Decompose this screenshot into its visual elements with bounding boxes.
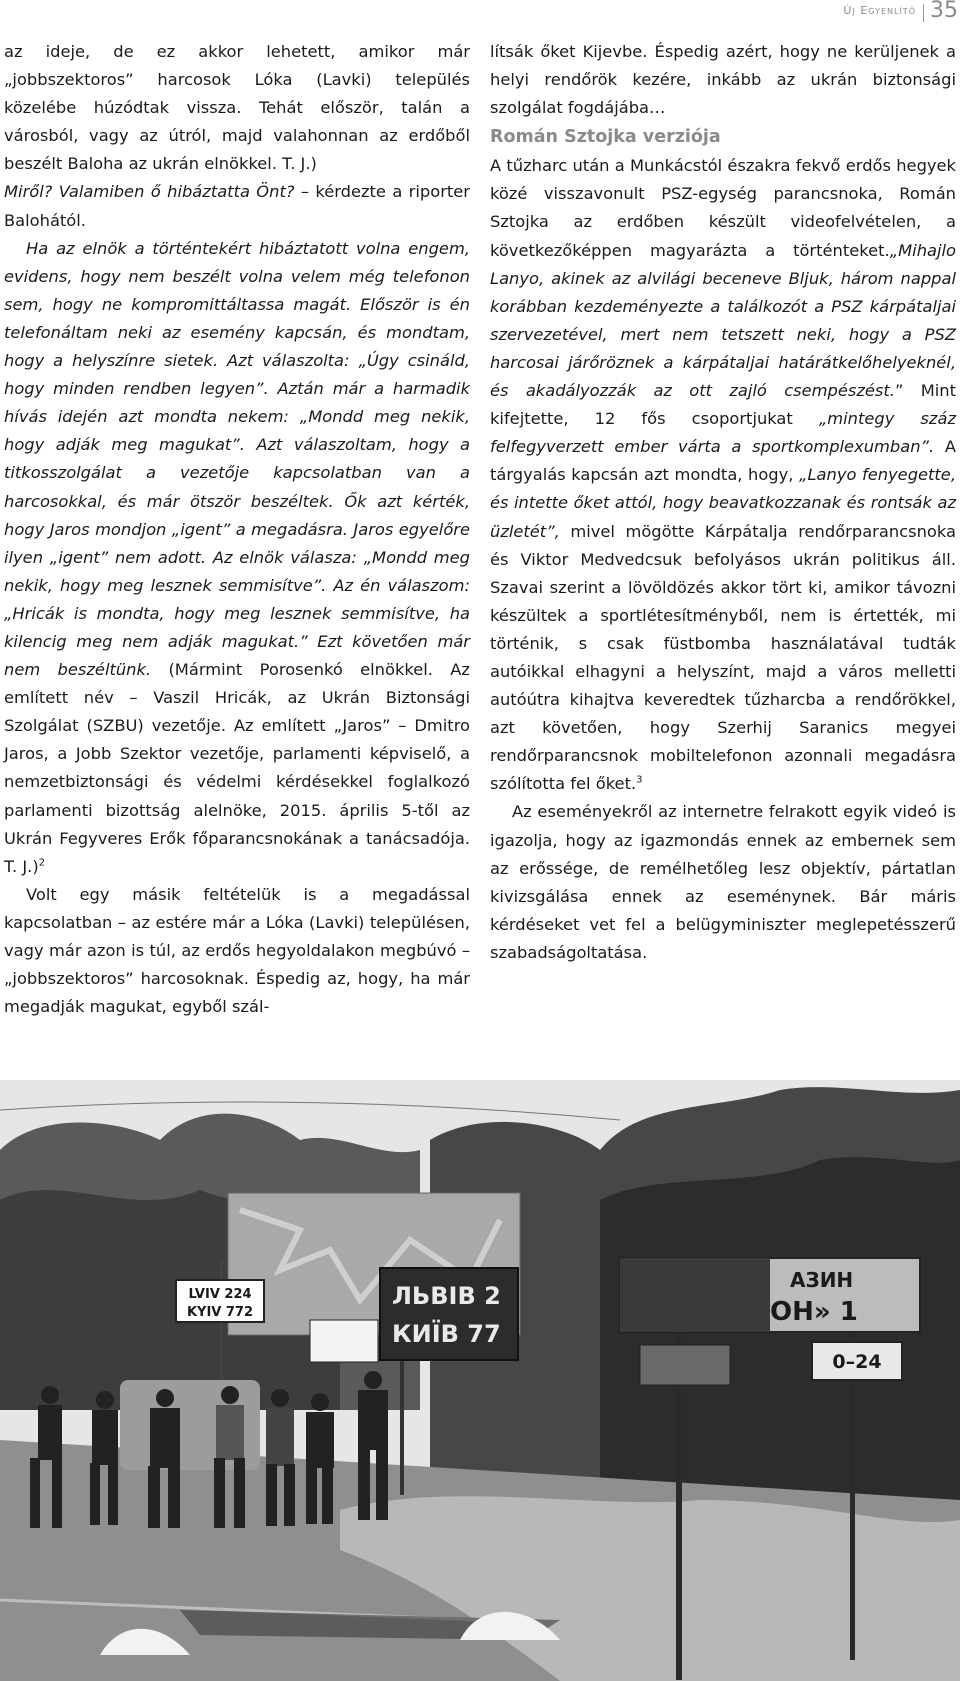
interview-answer: Ha az elnök a történtekért hibáztatott volna engem, evidens, hogy nem beszélt volna velem még telefonon sem, hogy ne kompromittáltassa magát. Először is én telefonáltam neki az esemény kapcsán, és mondtam, hogy a helyszínre sietek. Azt válaszolta: „Úgy csináld, hogy minden rendben legyen”. Aztán már a harmadik hívás idején azt mondta nekem: „Mondd meg nekik, hogy adják meg magukat”. Azt válaszoltam, hogy a titkosszolgálat a vezetője kapcsolatban van a harcosokkal, és már ötször beszéltek. Ők azt kérték, hogy Jaros mondjon „igent” a megadásra. Jaros egyelőre ilyen „igent” nem adott. Az elnök válasza: „Mondd meg nekik, hogy meg lesznek semmisítve”. Az én válaszom: „Hricák is mondta, hogy meg lesznek semmisítve, ha kilencig meg nem adják magukat.” Ezt követően már nem beszéltünk. xyxy=(4,238,470,680)
latin-sign-line2: KYIV 772 xyxy=(186,1305,254,1320)
paragraph xyxy=(4,178,470,234)
hours-sign-text: 0–24 xyxy=(832,1351,882,1373)
footnote-marker: 3 xyxy=(636,774,643,786)
paragraph-text: A tárgyalás kapcsán azt mondta, hogy, xyxy=(490,437,956,485)
running-head: Új Egyenlítő xyxy=(843,4,916,17)
blank-sign-back xyxy=(640,1345,730,1385)
damaged-sign-line1: АЗИН xyxy=(790,1268,854,1292)
paragraph xyxy=(4,881,470,1021)
cyrillic-sign-line1: ЛЬВІВ 2 xyxy=(392,1282,501,1310)
quote: „Mihajlo Lanyo, akinek az alvilági beceneve Bljuk, három nappal korábban kezdeményezte a találkozót a PSZ kárpátaljai szervezetével, mert nem tetszett neki, hogy a PSZ harcosai járőröznek a kárpátaljai határátkelőhelyeknél, és akadályozzák az ott zajló csempészést. xyxy=(490,240,956,401)
paragraph xyxy=(4,38,470,178)
quote: „Lanyo fenyegette, és intette őket attól, hogy beavatkozzanak és rontsák az üzletét”, xyxy=(490,465,956,541)
page-number: 35 xyxy=(930,0,958,23)
paragraph-text: (Mármint Porosenkó elnökkel. Az említett név – Vaszil Hricák, az Ukrán Biztonsági Szolgálat (SZBU) vezetője. Az említett „Jaros” – Dmitro Jaros, a Jobb Szektor vezetője, parlamenti képviselő, a nemzetbiztonsági és védelmi kérdésekkel foglalkozó parlamenti bizottság alelnöke, 2015. április 5-től az Ukrán Fegyveres Erők főparancsnokának a tanácsadója. T. J.) xyxy=(4,660,470,876)
article-photo xyxy=(0,1080,960,1681)
paragraph xyxy=(490,152,956,798)
paragraph-text: ” Mint kifejtette, 12 fős csoportjukat xyxy=(490,381,956,429)
paragraph xyxy=(490,798,956,967)
header-divider xyxy=(923,4,924,22)
paragraph-text: – kérdezte a riporter Balohától. xyxy=(4,182,470,230)
cyrillic-sign-line2: КИЇВ 77 xyxy=(392,1320,501,1348)
paragraph-text: lítsák őket Kijevbe. Éspedig azért, hogy ne kerüljenek a helyi rendőrök kezére, inkább az ukrán biztonsági szolgálat fogdájába… xyxy=(490,42,956,118)
damaged-sign-line2: ОН» 1 xyxy=(770,1297,858,1327)
detour-sign xyxy=(310,1320,378,1362)
left-column xyxy=(4,38,470,1021)
page-header xyxy=(0,0,960,30)
roadside-scene-illustration xyxy=(0,1080,960,1681)
paragraph xyxy=(4,235,470,881)
right-column xyxy=(490,38,956,967)
latin-sign-line1: LVIV 224 xyxy=(188,1287,252,1302)
paragraph-text: A tűzharc után a Munkácstól északra fekvő erdős hegyek közé visszavonult PSZ-egység parancsnoka, Román Sztojka az erdőben készült videofelvételen, a következőképpen magyarázta a történteket. xyxy=(490,156,956,260)
quote: „mintegy száz felfegyverzett ember várta a sportkomplexumban”. xyxy=(490,409,956,457)
paragraph-text: Az eseményekről az internetre felrakott egyik videó is igazolja, hogy az igazmondás ennek az embernek sem az erőssége, de remélhetőleg lesz objektív, pártatlan kivizsgálása ennek az eseménynek. Bár máris kérdéseket vet fel a belügyminiszter meglepetésszerű szabadságoltatása. xyxy=(490,802,956,962)
paragraph-text: Volt egy másik feltételük is a megadással kapcsolatban – az estére már a Lóka (Lavki) településen, vagy már azon is túl, az erdős hegyoldalakon megbúvó – „jobbszektoros” harcosoknak. Éspedig az, hogy, ha már megadják magukat, egyből szál- xyxy=(4,884,470,1017)
interview-question: Miről? Valamiben ő hibáztatta Önt? xyxy=(4,182,295,202)
section-heading: Román Sztojka verziója xyxy=(490,127,721,148)
footnote-marker: 2 xyxy=(38,857,46,869)
burnt-sign-part xyxy=(620,1258,770,1332)
paragraph-text: az ideje, de ez akkor lehetett, amikor már „jobbszektoros” harcosok Lóka (Lavki) település közelébe húzódtak vissza. Tehát először, talán a városból, vagy az útról, majd valahonnan az erdőből beszélt Baloha az ukrán elnökkel. T. J.) xyxy=(4,42,470,174)
paragraph xyxy=(490,38,956,122)
paragraph-text: mivel mögötte Kárpátalja rendőrparancsnoka és Viktor Medvedcsuk befolyásos ukrán politikus áll. Szavai szerint a lövöldözés akkor tört ki, amikor távozni készültek a sportlétesítményből, nem is értették, mi történik, s csak füstbomba használatával tudták autóikkal elhagyni a helyszínt, majd a város melletti autóútra kihajtva keveredtek tűzharcba a rendőrökkel, azt követően, hogy Szerhij Saranics megyei rendőrparancsnok mobiltelefonon azonnali megadásra szólította fel őket. xyxy=(490,521,956,794)
